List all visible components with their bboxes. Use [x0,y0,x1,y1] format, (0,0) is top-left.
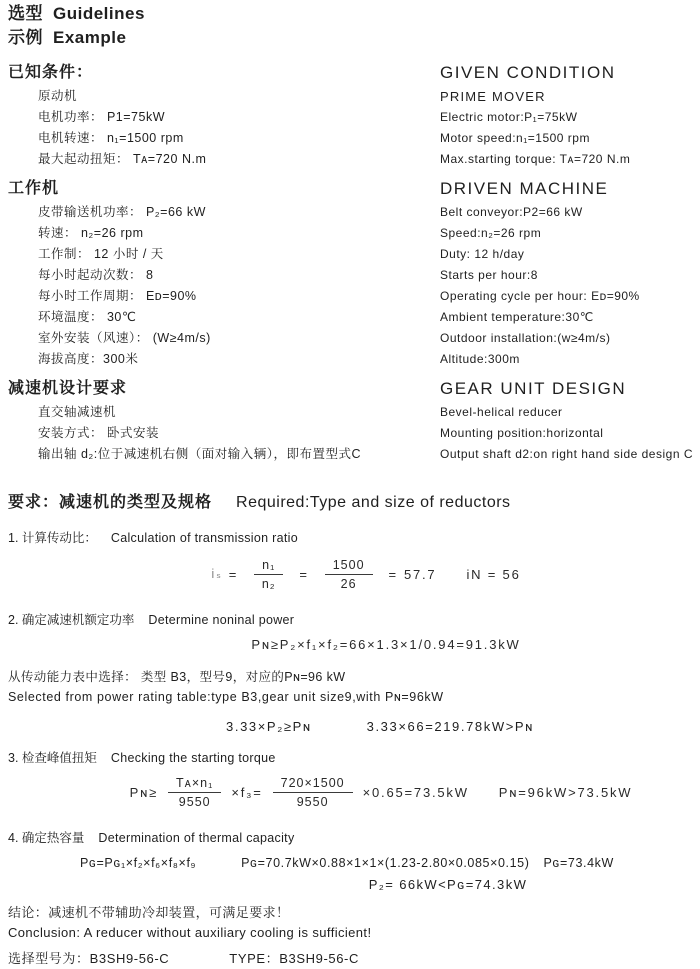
doc-title-line1 [8,2,700,26]
doc-subtitle-en: Example [53,28,127,47]
driven-row [8,349,700,370]
driven-row-en: Belt conveyor:P2=66 kW [440,205,583,219]
step3-heading-en: Checking the starting torque [110,751,276,765]
selected-line-zh: 从传动能力表中选择： 类型 B3，型号9，对应的Pɴ=96 kW [8,670,346,684]
design-row-en: Mounting position:horizontal [440,426,604,440]
design-row-en: Output shaft d2:on right hand side design C [440,447,693,461]
conclusion-en: Conclusion: A reducer without auxiliary cooling is sufficient! [8,925,372,940]
given-row [8,107,700,128]
step4-heading-zh: 4. 确定热容量 [8,831,85,845]
given-row [8,149,700,170]
driven-row-en: Ambient temperature:30℃ [440,310,594,324]
formula1-eq1: = [228,566,239,582]
design-row-zh: 输出轴 d₂:位于减速机右侧（面对输入辆），即布置型式C [38,447,362,461]
step2-heading-zh: 2. 确定减速机额定功率 [8,613,135,627]
formula3-f2-numerator: 720×1500 [273,776,353,793]
starting-torque-formula [8,769,700,815]
given-row-en: Motor speed:n₁=1500 rpm [440,131,590,145]
formula1-eq2: = [299,566,309,582]
driven-row [8,265,700,286]
driven-row-en: Operating cycle per hour: Eᴅ=90% [440,289,640,303]
step1-heading [8,529,700,547]
thermal-capacity-formula-line2 [8,876,700,893]
given-row [8,128,700,149]
required-heading-zh: 要求：减速机的类型及规格 [8,494,213,511]
driven-row-zh: 工作制： 12 小时 / 天 [38,247,164,261]
step1-heading-en: Calculation of transmission ratio [110,531,298,545]
driven-row-en: Speed:n₂=26 rpm [440,226,542,240]
formula3-f1-denominator: 9550 [178,794,211,809]
formula3-tail: ×0.65=73.5kW [362,784,469,800]
driven-machine-section [8,176,700,370]
thermal-capacity-formula-line1 [8,855,700,872]
selected-model-zh: 选择型号为：B3SH9-56-C [8,951,170,966]
given-heading-en: GIVEN CONDITION [440,63,616,82]
gear-unit-design-section [8,376,700,465]
design-row [8,444,700,465]
nominal-power-formula [8,637,700,653]
formula1-f2-denominator: 26 [340,576,357,591]
driven-row-zh: 每小时起动次数： 8 [38,268,154,282]
step2-heading [8,611,700,629]
given-heading-row [8,60,700,86]
design-row-zh: 直交轴减速机 [38,405,117,419]
formula3-note: Pɴ=96kW>73.5kW [498,784,633,800]
power-check-left: 3.33×P₂≥Pɴ [226,719,312,734]
given-row-en: Electric motor:P₁=75kW [440,110,578,124]
formula1-f2-numerator: 1500 [325,558,373,575]
driven-row-zh: 室外安装（风速）： (W≥4m/s) [38,331,211,345]
formula3-fraction-symbolic [168,776,221,809]
driven-row [8,328,700,349]
formula1-fraction-n1n2 [254,558,283,591]
given-row [8,86,700,107]
design-row [8,402,700,423]
formula1-eq3: = [388,566,398,582]
driven-row [8,223,700,244]
required-heading-en: Required:Type and size of reductors [236,494,511,511]
required-heading [8,491,700,515]
step4-heading [8,829,700,847]
selected-line-en: Selected from power rating table:type B3,gear unit size9,with Pɴ=96kW [8,690,444,704]
driven-row-zh: 皮带输送机功率： P₂=66 kW [38,205,206,219]
design-heading-en: GEAR UNIT DESIGN [440,379,627,398]
selected-model-en: TYPE：B3SH9-56-C [229,951,359,966]
driven-row-zh: 每小时工作周期： Eᴅ=90% [38,289,197,303]
conclusion-zh: 结论：减速机不带辅助冷却装置，可满足要求！ [8,905,290,920]
formula4-symbolic: Pɢ=Pɢ₁×f₂×f₆×f₈×f₉ [80,856,197,870]
driven-heading-row [8,176,700,202]
step4-heading-en: Determination of thermal capacity [98,831,295,845]
doc-title-line2 [8,26,700,50]
driven-row [8,202,700,223]
formula1-result: 57.7 [403,566,437,582]
step3-heading-zh: 3. 检查峰值扭矩 [8,751,97,765]
driven-row [8,244,700,265]
formula3-fraction-values [273,776,353,809]
driven-row [8,307,700,328]
driven-row-zh: 海拔高度：300米 [38,352,139,366]
design-heading-zh: 减速机设计要求 [8,380,128,397]
formula1-note: iN = 56 [466,566,521,582]
driven-heading-en: DRIVEN MACHINE [440,179,609,198]
power-check-row [8,719,700,735]
doc-subtitle-zh: 示例 [8,28,43,47]
design-row-zh: 安装方式： 卧式安装 [38,426,159,440]
driven-row-en: Duty: 12 h/day [440,247,525,261]
given-row-en: Max.starting torque: Tᴀ=720 N.m [440,152,631,166]
formula3-mid: ×f₃= [231,784,263,800]
given-heading-zh: 已知条件： [8,64,94,81]
doc-title-en: Guidelines [53,4,145,23]
transmission-ratio-formula [8,551,700,597]
formula3-f1-numerator: Tᴀ×n₁ [168,776,221,793]
design-heading-row [8,376,700,402]
doc-title-zh: 选型 [8,4,43,23]
step3-heading [8,749,700,767]
selected-model-row [8,949,700,969]
step2-heading-en: Determine noninal power [148,613,295,627]
given-row-zh: 最大起动扭矩： Tᴀ=720 N.m [38,152,207,166]
formula3-f2-denominator: 9550 [296,794,329,809]
formula4-values: Pɢ=70.7kW×0.88×1×1×(1.23-2.80×0.085×0.15) [241,856,530,870]
formula1-f1-numerator: n₁ [254,558,283,575]
given-row-zh: 电机功率： P1=75kW [38,110,166,124]
given-condition-section [8,60,700,170]
given-row-zh: 电机转速： n₁=1500 rpm [38,131,184,145]
formula2-expression: Pɴ≥P₂×f₁×f₂=66×1.3×1/0.94=91.3kW [251,637,521,652]
driven-heading-zh: 工作机 [8,180,60,197]
formula4-result: Pɢ=73.4kW [543,856,614,870]
driven-row-en: Altitude:300m [440,352,520,366]
design-row-en: Bevel-helical reducer [440,405,563,419]
power-check-right: 3.33×66=219.78kW>Pɴ [366,719,534,734]
formula1-f1-denominator: n₂ [261,576,276,591]
driven-row-zh: 转速： n₂=26 rpm [38,226,144,240]
driven-row [8,286,700,307]
formula1-lhs: iₛ [211,566,223,581]
driven-row-zh: 环境温度： 30℃ [38,310,137,324]
driven-row-en: Outdoor installation:(w≥4m/s) [440,331,611,345]
formula3-lhs: Pɴ≥ [129,784,159,800]
formula1-fraction-values [325,558,373,591]
given-row-zh: 原动机 [38,89,78,103]
given-row-en: PRIME MOVER [440,89,546,104]
driven-row-en: Starts per hour:8 [440,268,538,282]
step1-heading-zh: 1. 计算传动比： [8,531,97,545]
design-row [8,423,700,444]
formula4-comparison: P₂= 66kW<Pɢ=74.3kW [368,877,528,892]
